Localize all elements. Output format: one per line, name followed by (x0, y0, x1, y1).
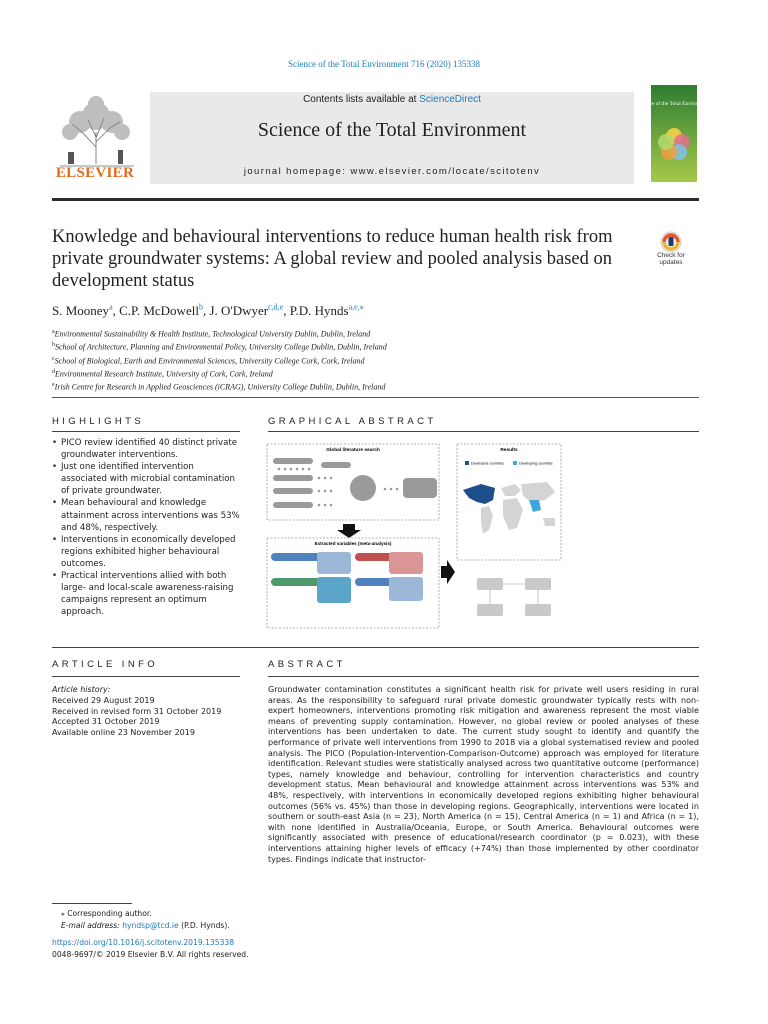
results-box (477, 578, 503, 590)
author-name[interactable]: J. O'Dwyer (209, 303, 269, 319)
footnote-rule (52, 903, 132, 904)
affiliation-item (52, 340, 712, 353)
history-entry: Available online 23 November 2019 (52, 728, 195, 738)
article-history (52, 685, 252, 739)
journal-citation-link[interactable]: Science of the Total Environment 716 (2020) 135338 (288, 59, 480, 69)
abstract-heading: ABSTRACT (268, 659, 346, 670)
affiliation-key: c (52, 355, 55, 362)
elsevier-wordmark: ELSEVIER (55, 165, 135, 181)
search-result-box (403, 478, 437, 498)
author-affiliation-marker[interactable]: a (109, 303, 113, 312)
legend-developed-label: Developed countries (471, 461, 504, 466)
affiliation-item (52, 367, 712, 380)
history-label: Article history: (52, 685, 111, 694)
graphical-abstract-rule (268, 431, 699, 432)
email-link[interactable]: hyndsp@tcd.ie (122, 920, 179, 930)
author-name[interactable]: S. Mooney (52, 303, 110, 319)
article-info-rule (52, 676, 240, 677)
affiliation-text: School of Architecture, Planning and Environmental Policy, University College Dublin, Dublin, Ireland (55, 342, 387, 352)
search-hub (350, 475, 376, 501)
highlights-heading: HIGHLIGHTS (52, 416, 145, 427)
search-step (321, 462, 351, 468)
highlight-item: • Practical interventions allied with both large- and local-scale awareness-raising campaigns represent an optimum approach. (52, 570, 240, 618)
affiliation-item (52, 380, 712, 393)
cover-title: Science of the Total Environment (637, 101, 711, 107)
highlight-item: • Mean behavioural and knowledge attainment across interventions was 53% and 48%, respectively. (52, 497, 240, 533)
search-panel-title: Global literature search (326, 448, 380, 453)
extracted-panel-title: Extracted variables (meta-analysis) (314, 541, 392, 546)
affiliation-key: d (52, 368, 55, 375)
affiliation-text: Environmental Research Institute, University of Cork, Cork, Ireland (55, 369, 273, 379)
affiliation-key: e (52, 382, 55, 388)
sciencedirect-link[interactable]: ScienceDirect (419, 94, 481, 105)
search-step (273, 458, 313, 464)
article-title: Knowledge and behavioural interventions to reduce human health risk from private groundwater systems: A global review and pooled analysis based on development status (52, 227, 613, 291)
journal-name: Science of the Total Environment (257, 119, 527, 141)
down-arrow-icon (337, 524, 361, 538)
affiliation-list (52, 327, 712, 393)
email-owner: (P.D. Hynds). (181, 920, 230, 930)
footnotes (52, 908, 352, 960)
legend-developed-swatch (465, 461, 469, 465)
graphical-abstract-figure[interactable] (263, 438, 699, 634)
affiliation-key: b (52, 342, 55, 349)
author-name[interactable]: C.P. McDowell (119, 303, 199, 319)
results-panel-title: Results (500, 448, 518, 453)
search-step (273, 502, 313, 508)
author-affiliation-marker[interactable]: c,d,e (268, 303, 284, 312)
author-affiliation-marker[interactable]: b (198, 303, 203, 312)
contents-prefix: Contents lists available at (303, 94, 420, 105)
abstract-text: Groundwater contamination constitutes a significant health risk for private well users residing in rural areas. As the responsibility to safeguard rural private domestic groundwater typically rests with non-expert homeowners, interventions promoting risk mitigation and awareness represent the most viable means of preventing supply contamination. However, no global review or pooled analyses of these interventions has been undertaken to date. The current study sought to identify and quantify the performance of private well interventions from 1990 to 2018 via a global systematised review and pooled analysis. The PICO (Population-Intervention-Comparison-Outcome) approach was employed for literature identification. Relevant studies were statistically analysed across two quantitative outcome (performance) types, namely knowledge and behaviour, controlling for intervention characteristics and country development status. Mean behavioural and knowledge attainment across interventions was 53% and 48%, respectively, with interventions in economically developed regions exhibiting higher behavioural outcomes (56% vs. 45%) than those in developing regions. Geographically, interventions were located in southern or south-east Asia (n = 23), North America (n = 15), Central America (n = 1) and Africa (n = 1), with none identified in Australia/Oceania, Europe, or South America. Behavioural outcomes were significantly associated with presence of educational/research coordinator (p = 0.023), with these interventions attaining higher levels of efficacy (+74%) than those implemented by other coordinator types. Findings indicate that instructor- (268, 685, 699, 864)
graphical-abstract-heading: GRAPHICAL ABSTRACT (268, 416, 437, 427)
legend-developing-swatch (513, 461, 517, 465)
affiliation-key: a (52, 329, 55, 335)
doi-link[interactable]: https://doi.org/10.1016/j.scitotenv.2019.135338 (52, 938, 235, 947)
variable-box-red (389, 552, 423, 574)
affiliation-text: School of Biological, Earth and Environmental Sciences, University College Cork, Cork, Ireland (54, 356, 365, 366)
search-step (273, 475, 313, 481)
results-box (525, 578, 551, 590)
email-label: E-mail address: (61, 920, 120, 930)
article-info-heading: ARTICLE INFO (52, 659, 159, 670)
author-name[interactable]: P.D. Hynds (289, 303, 349, 319)
contents-line (150, 94, 634, 105)
results-box (525, 604, 551, 616)
highlights-list (52, 437, 240, 618)
highlight-item: • Interventions in economically developed regions exhibited higher behavioural outcomes. (52, 534, 240, 570)
affiliation-item (52, 354, 712, 367)
copyright-line: 0048-9697/© 2019 Elsevier B.V. All rights reserved. (52, 949, 249, 959)
search-step (273, 488, 313, 494)
author-list: S. Mooney$^a$, C.P. McDowell$^b$, J. O'Dwyer$^{c,d,e}$, P.D. Hynds$^{a,e,⁎}$ (52, 303, 364, 319)
journal-cover-thumbnail[interactable] (637, 85, 711, 182)
abstract-rule (268, 676, 699, 677)
author-affiliation-marker[interactable]: a,e,⁎ (348, 303, 364, 312)
right-arrow-icon (441, 560, 455, 584)
header-rule (52, 198, 699, 201)
variable-box-blue (389, 577, 423, 601)
affiliation-item (52, 327, 712, 340)
journal-homepage-line[interactable]: journal homepage: www.elsevier.com/locate/scitotenv (243, 166, 541, 177)
affiliation-text: Irish Centre for Research in Applied Geosciences (iCRAG), University College Dublin, Dublin, Ireland (54, 382, 386, 392)
corresponding-author-note: ⁎ Corresponding author. (61, 909, 152, 918)
check-for-updates-label[interactable]: Check for updates (657, 252, 685, 266)
highlight-item: • Just one identified intervention associated with microbial contamination of private groundwater. (52, 461, 240, 497)
legend-developing-label: Developing countries (519, 461, 553, 466)
section-rule (52, 647, 699, 648)
email-note (52, 920, 352, 932)
affiliation-rule (52, 397, 699, 398)
history-entry: Received 29 August 2019 (52, 695, 155, 705)
highlights-rule (52, 431, 240, 432)
affiliation-text: Environmental Sustainability & Health Institute, Technological University Dublin, Dublin, Ireland (54, 329, 371, 339)
variable-box-blue (317, 552, 351, 574)
highlight-item: • PICO review identified 40 distinct private groundwater interventions. (52, 437, 240, 461)
history-entry: Accepted 31 October 2019 (52, 717, 160, 727)
results-box (477, 604, 503, 616)
variable-box-cyan (317, 577, 351, 603)
history-entry: Received in revised form 31 October 2019 (52, 706, 222, 716)
